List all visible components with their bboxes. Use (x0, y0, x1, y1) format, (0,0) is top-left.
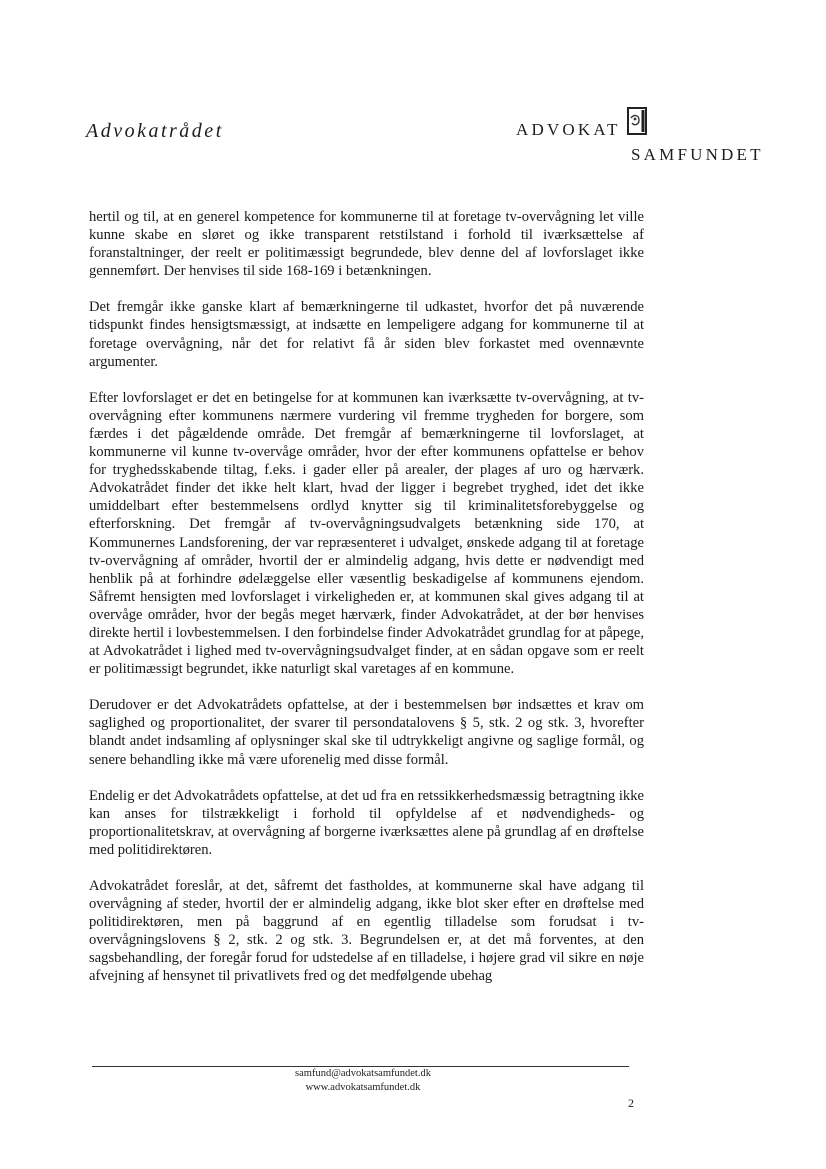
letterhead-title: Advokatrådet (86, 120, 224, 142)
paragraph: Derudover er det Advokatrådets opfattelse, at der i bestemmelsen bør indsættes et krav om saglighed og proportionalitet, der svarer til persondatalovens § 5, stk. 2 og stk. 3, hvorefter blandt andet indsamling af oplysninger skal ske til udtrykkeligt angivne og saglige formål, og senere behandling ikke må være uforenelig med disse formål. (89, 697, 644, 768)
paragraph: Det fremgår ikke ganske klart af bemærkningerne til udkastet, hvorfor det på nuværende tidspunkt findes hensigtsmæssigt, at indsætte en lempeligere adgang for kommunerne til at foretage overvågning, når det for relativt få år siden blev forkastet med ovennævnte argumenter. (89, 299, 644, 370)
page-number: 2 (628, 1096, 634, 1110)
paragraph: Endelig er det Advokatrådets opfattelse, at det ud fra en retssikkerhedsmæssig betragtning ikke kan anses for tilstrækkeligt i forhold til opfyldelse af et nødvendigheds- og proportionalitetskrav, at overvågning af borgerne iværksættes alene på grundlag af en drøftelse med politidirektøren. (89, 787, 644, 858)
footer-divider (92, 1066, 629, 1067)
logo-text-samfundet: SAMFUNDET (631, 145, 764, 164)
paragraph: hertil og til, at en generel kompetence for kommunerne til at foretage tv-overvågning let ville kunne skabe en sløret og ikke transparent retstilstand i forhold til iværksættelse af foranstaltninger, der reelt er politimæssigt begrundede, blev denne del af lovforslaget ikke gennemført. Der henvises til side 168-169 i betænkningen. (89, 209, 644, 280)
footer-website: www.advokatsamfundet.dk (305, 1082, 421, 1093)
paragraph: Efter lovforslaget er det en betingelse for at kommunen kan iværksætte tv-overvågning, at tv-overvågning efter kommunens nærmere vurdering vil fremme trygheden for borgere, som færdes i det pågældende område. Det fremgår af bemærkningerne til lovforslaget, at kommunerne vil kunne tv-overvåge områder, hvor der efter kommunens opfattelse er behov for tryghedsskabende tiltag, f.eks. i gader eller på arealer, der plages af uro og hærværk. Advokatrådet finder det ikke helt klart, hvad der ligger i begrebet tryghed, idet det ikke umiddelbart efter bestemmelsens ordlyd knytter sig til kriminalitetsforebyggelse og efterforskning. Det fremgår af tv-overvågningsudvalgets betænkning side 170, at Kommunernes Landsforening, der var repræsenteret i udvalget, ønskede adgang til at foretage tv-overvågning af områder, hvortil der er almindelig adgang, hvis dette er nødvendigt med henblik på at forhindre ødelæggelse eller væsentlig beskadigelse af kommunens ejendom. Såfremt hensigten med lovforslaget i virkeligheden er, at kommunen skal gives adgang til at overvåge områder, hvor der begås meget hærværk, finder Advokatrådet, at der bør henvises direkte hertil i lovbestemmelsen. I den forbindelse finder Advokatrådet grundlag for at påpege, at Advokatrådet i lighed med tv-overvågningsudvalget finder, at en sådan opgave som er reelt er politimæssigt begrundet, ikke naturligt skal varetages af en kommune. (89, 389, 644, 678)
logo-text-advokat: ADVOKAT (516, 120, 621, 139)
logo-emblem-icon (626, 106, 648, 136)
footer-email: samfund@advokatsamfundet.dk (295, 1068, 431, 1079)
logo (516, 120, 648, 140)
paragraph: Advokatrådet foreslår, at det, såfremt det fastholdes, at kommunerne skal have adgang til overvågning af steder, hvortil der er almindelig adgang, ikke blot sker efter en drøftelse med politidirektøren, men på baggrund af en egentlig tilladelse som forudsat i tv-overvågningslovens § 2, stk. 2 og stk. 3. Begrundelsen er, at det må forventes, at den sagsbehandling, der foregår forud for udstedelse af en tilladelse, i højere grad vil sikre en nøje afvejning af hensynet til privatlivets fred og det medfølgende ubehag (89, 878, 644, 985)
letter-body (89, 208, 644, 1004)
